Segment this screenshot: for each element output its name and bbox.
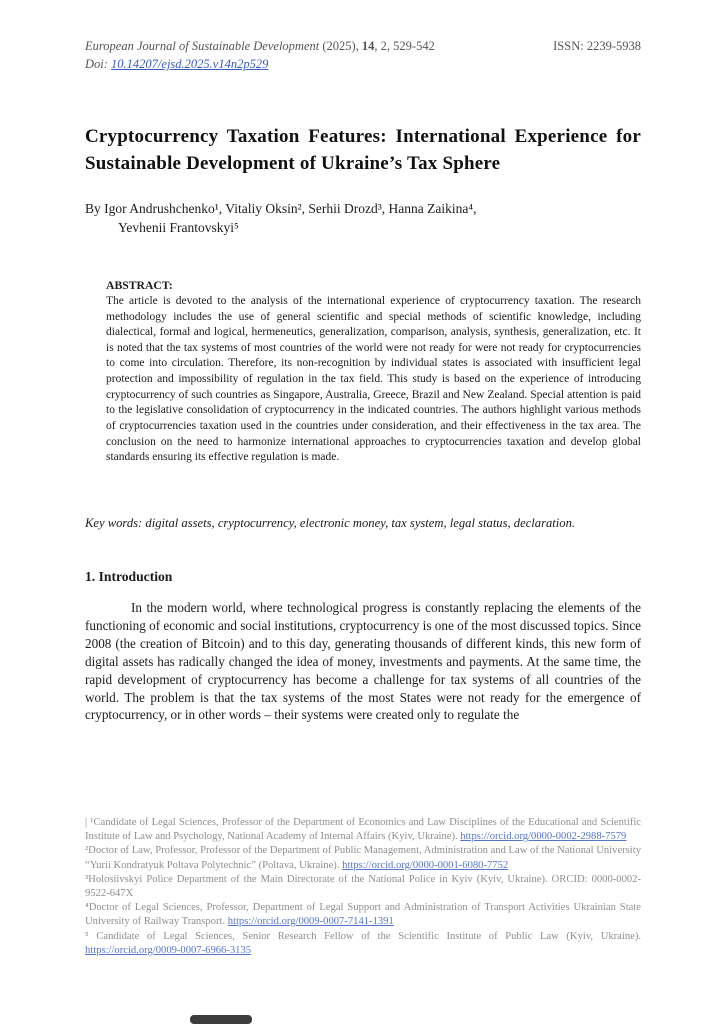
horizontal-scrollbar-thumb[interactable] bbox=[190, 1015, 252, 1024]
journal-citation bbox=[85, 38, 435, 54]
byline-line2: Yevhenii Frantovskyi⁵ bbox=[118, 220, 239, 236]
footnote-2-orcid-link[interactable]: https://orcid.org/0000-0001-6080-7752 bbox=[342, 859, 509, 871]
footnote-4 bbox=[85, 901, 641, 929]
abstract-section bbox=[106, 278, 641, 466]
footnote-5-orcid-link[interactable]: https://orcid.org/0009-0007-6966-3135 bbox=[85, 944, 252, 956]
footnote-3-text: ³Holosiivskyi Police Department of the Main Directorate of the National Police in Kyiv (Kyiv, Ukraine). ORCID: 0000-0002-9522-647X bbox=[85, 873, 641, 899]
footnote-1-orcid-link[interactable]: https://orcid.org/0000-0002-2988-7579 bbox=[460, 831, 627, 843]
doi-label: Doi: bbox=[85, 57, 112, 72]
citation-year: (2025), bbox=[319, 39, 362, 53]
paper-page bbox=[85, 38, 641, 724]
footnote-2-text: ²Doctor of Law, Professor, Professor of the Department of Public Management, Administration and Law of the National University “Yurii Kondratyuk Poltava Polytechnic” (Poltava, Ukraine). bbox=[85, 845, 641, 871]
journal-name: European Journal of Sustainable Development bbox=[85, 39, 320, 53]
footnote-4-orcid-link[interactable]: https://orcid.org/0009-0007-7141-1391 bbox=[227, 916, 394, 928]
keywords-line: Key words: digital assets, cryptocurrency, electronic money, tax system, legal status, declaration. bbox=[85, 515, 576, 530]
author-byline bbox=[85, 200, 641, 238]
byline-line1: By Igor Andrushchenko¹, Vitaliy Oksin², Serhii Drozd³, Hanna Zaikina⁴, bbox=[85, 201, 477, 217]
footnote-1-text: | ¹Candidate of Legal Sciences, Professor of the Department of Economics and Law Disciplines of the Educational and Scientific Institute of Law and Psychology, National Academy of Internal Affairs (Kyiv, Ukraine). bbox=[85, 817, 641, 843]
citation-volume: 14 bbox=[361, 39, 375, 53]
abstract-body: The article is devoted to the analysis of the international experience of cryptocurrency taxation. The research methodology includes the use of general scientific and special methods of scientific knowledge, including dialectical, formal and logical, hermeneutics, generalization, comparison, analysis, synthesis, generalization, etc. It is noted that the tax systems of most countries of the world were not ready for were not ready for cryptocurrencies to come into circulation. Therefore, its non-recognition by individual states is associated with insufficient legal protection and impossibility of regulation in the tax field. This study is based on the experience of introducing cryptocurrency of such countries as Singapore, Australia, Greece, Brazil and New Zealand. Special attention is paid to the legislative consolidation of cryptocurrency in the indicated countries. The authors highlight various methods of cryptocurrencies taxation used in the countries under consideration, and their effectiveness in the tax area. The conclusion on the need to harmonize international approaches to cryptocurrencies taxation and develop global standards ensuring its effective regulation is made. bbox=[106, 294, 641, 464]
issn-label: ISSN: 2239-5938 bbox=[553, 39, 641, 53]
section-heading-introduction: 1. Introduction bbox=[85, 568, 173, 584]
journal-header bbox=[85, 38, 641, 54]
footnote-4-text: ⁴Doctor of Legal Sciences, Professor, Department of Legal Support and Administration of Transport Activities Ukrainian State University of Railway Transport. bbox=[85, 902, 641, 928]
abstract-heading: ABSTRACT: bbox=[106, 278, 173, 292]
footnote-2 bbox=[85, 844, 641, 872]
introduction-paragraph: In the modern world, where technological progress is constantly replacing the elements of the functioning of economic and social institutions, cryptocurrency is one of the most discussed topics. Since 2008 (the creation of Bitcoin) and to this day, generating thousands of different kinds, this new form of digital assets has radically changed the idea of money, investments and payments. At the same time, the rapid development of cryptocurrency has become a challenge for tax systems of all countries of the world. The problem is that the tax systems of the most States were not ready for the emergence of cryptocurrency, or in other words – their systems were created only to regulate the bbox=[85, 599, 641, 723]
footnotes-section bbox=[85, 816, 641, 958]
footnote-1 bbox=[85, 816, 641, 844]
footnote-5-text: ⁵ Candidate of Legal Sciences, Senior Research Fellow of the Scientific Institute of Public Law (Kyiv, Ukraine). bbox=[85, 930, 641, 942]
doi-line bbox=[85, 57, 641, 72]
footnote-5 bbox=[85, 930, 641, 958]
doi-link[interactable]: 10.14207/ejsd.2025.v14n2p529 bbox=[111, 57, 269, 72]
paper-title: Cryptocurrency Taxation Features: International Experience for Sustainable Development of Ukraine’s Tax Sphere bbox=[85, 126, 641, 175]
citation-issue-pages: , 2, 529-542 bbox=[374, 39, 435, 53]
footnote-3 bbox=[85, 873, 641, 901]
